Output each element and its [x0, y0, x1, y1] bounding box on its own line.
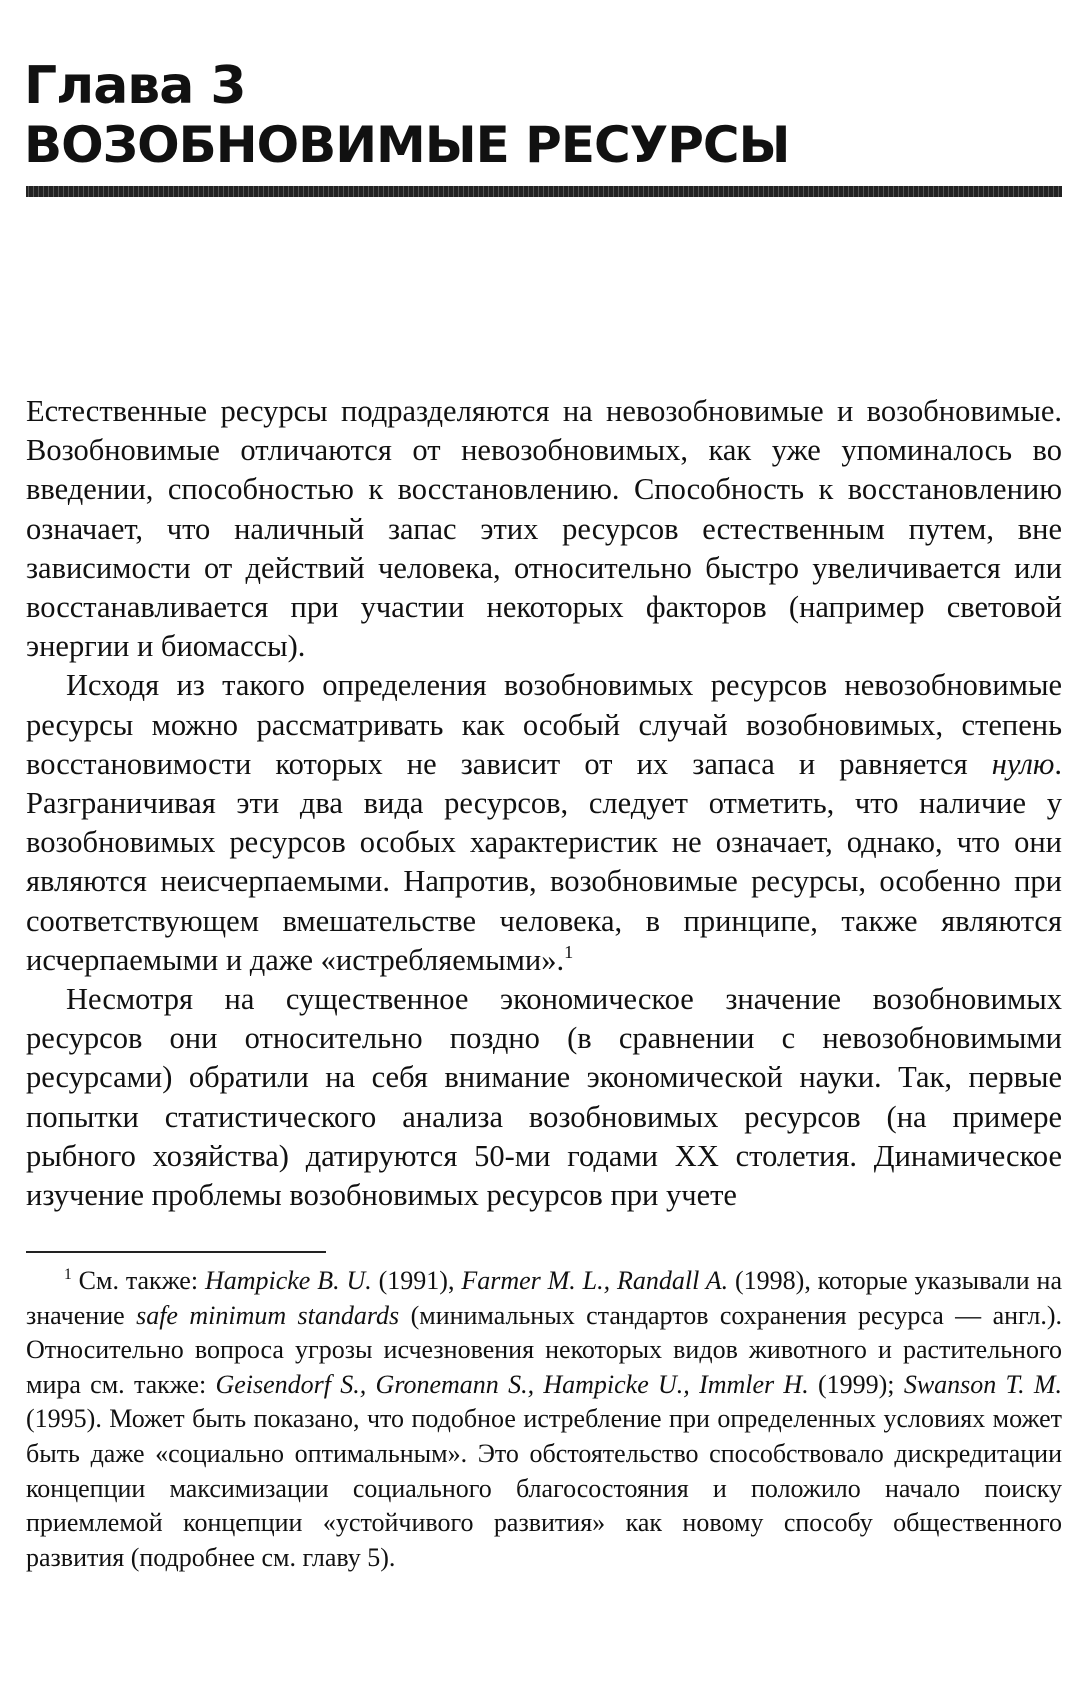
italic-text: нулю — [991, 746, 1055, 781]
paragraph — [26, 666, 1062, 980]
text-run: (минимальных стандартов сохранения ресурса — англ.). Относительно вопроса угрозы исчезновения некоторых видов животного и растительного мира см. также: — [26, 1300, 1062, 1399]
footnote-marker: 1 — [64, 1265, 72, 1283]
text-run: (1999); — [808, 1369, 904, 1399]
text-run: Несмотря на существенное экономическое значение возобновимых ресурсов они относительно поздно (в сравнении с невозобновимыми ресурсами) обратили на себя внимание экономической науки. Так, первые попытки статистического анализа возобновимых ресурсов (на примере рыбного хозяйства) датируются 50-ми годами XX столетия. Динамическое изучение проблемы возобновимых ресурсов при учете — [26, 982, 1062, 1213]
footnote-separator — [26, 1251, 326, 1253]
text-run: Исходя из такого определения возобновимых ресурсов невозобновимые ресурсы можно рассматривать как особый случай возобновимых, степень восстановимости которых не зависит от их запаса и равняется — [26, 668, 1062, 781]
text-run: . Разграничивая эти два вида ресурсов, следует отметить, что наличие у возобновимых ресурсов особых характеристик не означает, однако, что они являются неисчерпаемыми. Напротив, возобновимые ресурсы, особенно при соответствующем вмешательстве человека, в принципе, также являются исчерпаемыми и даже «истребляемыми». — [26, 746, 1062, 977]
italic-text: Farmer M. L., Randall A. — [461, 1266, 729, 1295]
italic-text: Geisendorf S., Gronemann S., Hampicke U., Immler H. — [215, 1369, 809, 1399]
chapter-title: ВОЗОБНОВИМЫЕ РЕСУРСЫ — [24, 116, 790, 174]
text-run: (1998), которые указывали на значение — [26, 1266, 1062, 1330]
heading-rule — [26, 186, 1062, 197]
text-run: Естественные ресурсы подразделяются на невозобновимые и возобновимые. Возобновимые отличаются от невозобновимых, как уже упоминалось во введении, способностью к восстановлению. Способность к восстановлению означает, что наличный запас этих ресурсов естественным путем, вне зависимости от действий человека, относительно быстро увеличивается или восстанавливается при участии некоторых факторов (например световой энергии и биомассы). — [26, 394, 1062, 664]
chapter-number: Глава 3 — [24, 56, 246, 116]
footnote — [26, 1264, 1062, 1575]
italic-text: Swanson T. M. — [903, 1369, 1063, 1399]
paragraph — [26, 392, 1062, 666]
text-run: (1995). Может быть показано, что подобное истребление при определенных условиях может быть даже «социально оптимальным». Это обстоятельство способствовало дискредитации концепции максимизации социального благосостояния и положило начало поиску приемлемой концепции «устойчивого развития» как новому способу общественного развития (подробнее см. главу 5). — [26, 1404, 1062, 1572]
text-run: См. также: — [71, 1266, 205, 1295]
text-run: (1991), — [371, 1266, 462, 1295]
chapter-heading — [24, 56, 1064, 174]
body-text — [26, 392, 1062, 1215]
footnote-marker: 1 — [564, 941, 574, 962]
paragraph — [26, 980, 1062, 1215]
italic-text: Hampicke B. U. — [204, 1266, 372, 1295]
italic-text: safe minimum standards — [136, 1300, 400, 1330]
